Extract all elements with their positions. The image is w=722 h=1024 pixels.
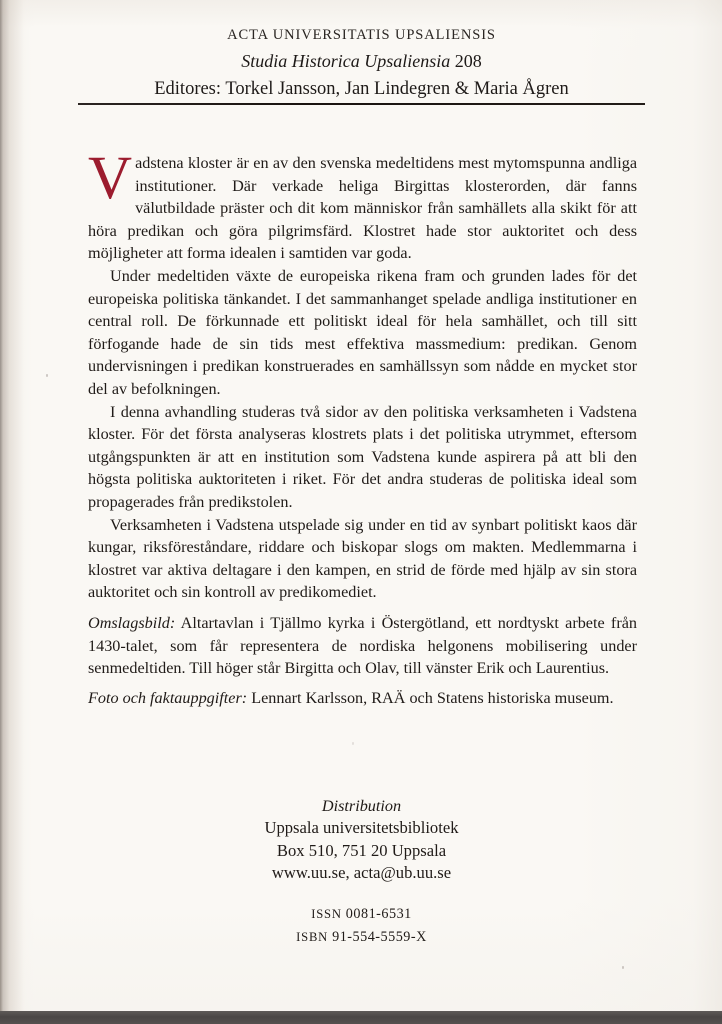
blurb-text <box>88 145 637 604</box>
distributor-contact: www.uu.se, acta@ub.uu.se <box>271 863 452 883</box>
cover-image-label: Omslagsbild: <box>88 614 176 632</box>
isbn-label: ISBN <box>296 930 329 944</box>
series-title-line <box>78 48 645 75</box>
distribution-block <box>78 795 645 885</box>
paragraph-4: Verksamheten i Vadstena utspelade sig under en tid av synbart politiskt kaos där kungar, riksföreståndare, riddare och biskopar slogs om makten. Medlemmarna i klostret var aktiva deltagare i den kampen, en strid de förde med hjälp av sin stora auktoritet och sin kontroll av predikomediet. <box>88 515 637 602</box>
photo-credit-label: Foto och faktauppgifter: <box>88 688 248 707</box>
paragraph-2: Under medeltiden växte de europeiska rikena fram och grunden lades för det europeiska politiska tänkandet. I det sammanhanget spelade andliga institutioner en central roll. De förkunnade ett politiskt ideal för hela samhället, och till sitt förfogande hade de sin tids mest effektiva massmedium: predikan. Genom undervisningen i predikan konstruerades en samhällssyn som nådde en mycket stor del av befolkningen. <box>88 266 637 398</box>
issn-label: ISSN <box>311 907 342 921</box>
credits-block <box>88 612 637 709</box>
series-number: 208 <box>454 50 482 71</box>
bottom-edge-shadow <box>0 1011 722 1024</box>
distributor-name: Uppsala universitetsbibliotek <box>264 818 459 837</box>
isbn-value: 91-554-5559-X <box>332 929 427 945</box>
paper-speck <box>352 742 354 745</box>
header-divider-rule <box>78 103 645 105</box>
drop-cap-letter: V <box>88 145 133 212</box>
issn-line <box>78 903 645 926</box>
paper-speck <box>622 966 624 969</box>
cover-image-credit <box>88 612 637 680</box>
series-header <box>78 26 645 103</box>
editors-line: Editores: Torkel Jansson, Jan Lindegren & Maria Ågren <box>154 78 569 99</box>
paragraph-3: I denna avhandling studeras två sidor av den politiska verksamheten i Vadstena kloster. För det första analyseras klostrets plats i det politiska utrymmet, eftersom utgångspunkten är att en institution som Vadstena kunde aspirera på att bli den högsta politiska auktoriteten i riket. För det andra studeras de politiska ideal som propagerades från predikstolen. <box>88 402 637 511</box>
distribution-heading: Distribution <box>321 797 402 815</box>
distributor-address: Box 510, 751 20 Uppsala <box>276 840 447 860</box>
issn-value: 0081-6531 <box>345 906 412 922</box>
isbn-line <box>78 926 645 949</box>
paragraph-1 <box>88 145 637 265</box>
paragraph-1-text: adstena kloster är en av den svenska medeltidens mest mytomspunna andliga institutioner. Där verkade heliga Birgittas klosterorden, där fanns välutbildade präster och dit kom människor från samhällets alla skikt för att höra predikan och göra pilgrimsfärd. Klostret hade stor auktoritet och dess möjligheter att forma idealen i samtiden var goda. <box>88 154 637 263</box>
series-title: Studia Historica Upsaliensia <box>241 50 451 71</box>
cover-image-text: Altartavlan i Tjällmo kyrka i Östergötland, ett nordtyskt arbete från 1430-talet, som får representera de nordiska helgonens mobilisering under senmedeltiden. Till höger står Birgitta och Olav, till vänster Erik och Laurentius. <box>88 614 637 678</box>
photo-credit <box>88 687 637 710</box>
identifiers-block <box>78 903 645 949</box>
paper-speck <box>46 374 48 377</box>
photo-credit-text: Lennart Karlsson, RAÄ och Statens historiska museum. <box>247 688 614 707</box>
series-name: ACTA UNIVERSITATIS UPSALIENSIS <box>227 27 496 43</box>
